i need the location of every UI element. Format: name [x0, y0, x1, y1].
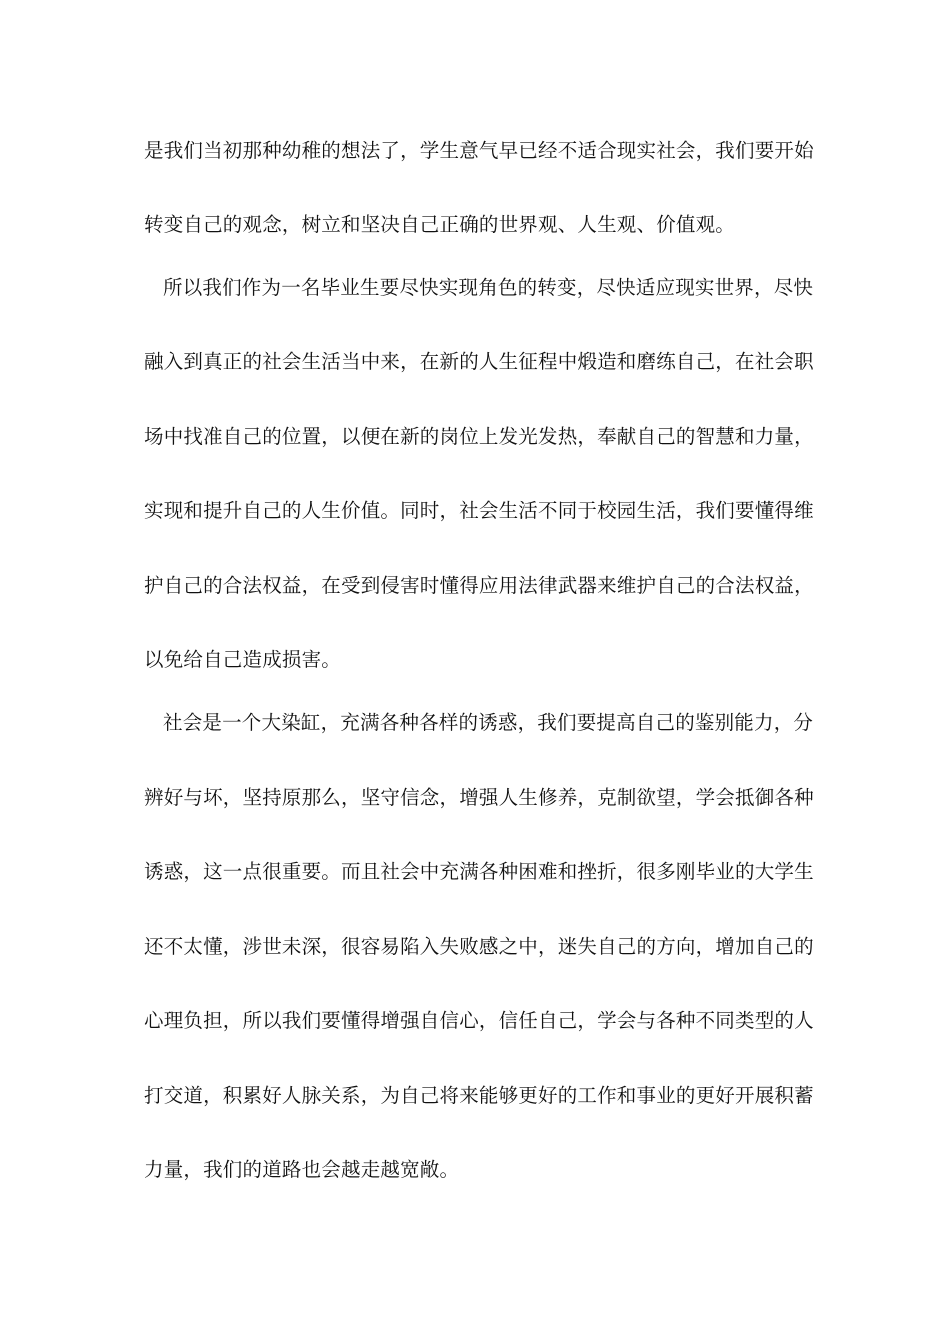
text-line: 场中找准自己的位置，以便在新的岗位上发光发热，奉献自己的智慧和力量， — [144, 425, 814, 448]
text-line: 融入到真正的社会生活当中来，在新的人生征程中煅造和磨练自己，在社会职 — [144, 350, 814, 373]
text-line: 心理负担，所以我们要懂得增强自信心，信任自己，学会与各种不同类型的人 — [144, 1009, 814, 1032]
text-line: 力量，我们的道路也会越走越宽敞。 — [144, 1158, 460, 1181]
text-line: 还不太懂，涉世未深，很容易陷入失败感之中，迷失自己的方向，增加自己的 — [144, 935, 814, 958]
text-line: 以免给自己造成损害。 — [144, 648, 342, 671]
text-line: 护自己的合法权益，在受到侵害时懂得应用法律武器来维护自己的合法权益， — [144, 574, 814, 597]
paragraph-first-line: 社会是一个大染缸，充满各种各样的诱惑，我们要提高自己的鉴别能力，分 — [163, 711, 814, 734]
paragraph-first-line: 所以我们作为一名毕业生要尽快实现角色的转变，尽快适应现实世界，尽快 — [163, 276, 814, 299]
text-line: 诱惑，这一点很重要。而且社会中充满各种困难和挫折，很多刚毕业的大学生 — [144, 860, 814, 883]
text-line: 转变自己的观念，树立和坚决自己正确的世界观、人生观、价值观。 — [144, 213, 736, 236]
text-line: 辨好与坏，坚持原那么，坚守信念，增强人生修养，克制欲望，学会抵御各种 — [144, 786, 814, 809]
text-line: 实现和提升自己的人生价值。同时，社会生活不同于校园生活，我们要懂得维 — [144, 499, 814, 522]
text-line: 是我们当初那种幼稚的想法了，学生意气早已经不适合现实社会，我们要开始 — [144, 139, 814, 162]
text-line: 打交道，积累好人脉关系，为自己将来能够更好的工作和事业的更好开展积蓄 — [144, 1084, 814, 1107]
